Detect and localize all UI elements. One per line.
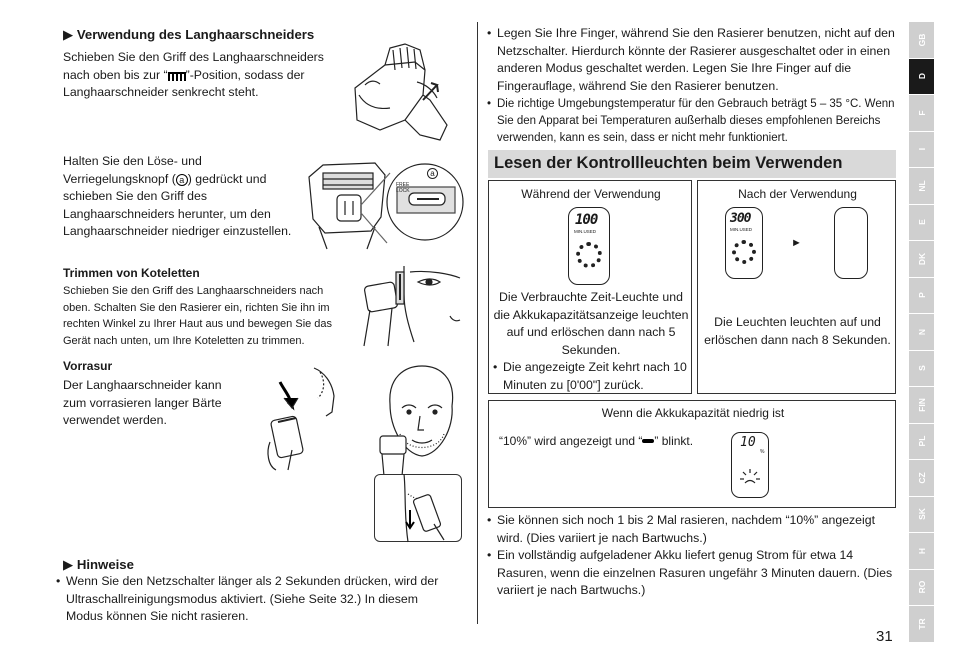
low-battery-box bbox=[488, 400, 896, 508]
after-display-off-panel bbox=[834, 207, 868, 279]
sideburn-trim-illustration bbox=[360, 264, 464, 350]
tab-p[interactable]: P bbox=[909, 278, 934, 315]
tab-n[interactable]: N bbox=[909, 314, 934, 351]
during-use-box bbox=[488, 180, 692, 394]
during-display-panel bbox=[568, 207, 610, 285]
trim-text: Schieben Sie den Griff des Langhaarschneiders nach oben. Schalten Sie den Rasierer ein, richten Sie ihn im rechten Winkel zu Ihrer Haut aus und bewegen Sie das Gerät nach unten, um Ihre Koteletten zu trimmen. bbox=[63, 285, 333, 347]
after-battery-ring-icon bbox=[732, 240, 756, 264]
low-battery-text: “10%” wird angezeigt und “ ” blinkt. bbox=[499, 434, 694, 448]
tab-f[interactable]: F bbox=[909, 95, 934, 132]
preshave-detail-illustration bbox=[374, 474, 462, 542]
low-battery-title: Wenn die Akkukapazität niedrig ist bbox=[601, 406, 785, 420]
after-use-box bbox=[697, 180, 896, 394]
battery-notes-list bbox=[487, 512, 897, 600]
during-battery-ring-icon bbox=[576, 242, 602, 268]
trim-title: Trimmen von Koteletten bbox=[63, 266, 200, 280]
tab-ro[interactable]: RO bbox=[909, 570, 934, 607]
tab-fin[interactable]: FIN bbox=[909, 387, 934, 424]
during-use-text: Die Verbrauchte Zeit-Leuchte und die Akkukapazitätsanzeige leuchten auf und erlöschen dann nach 5 Sekunden. bbox=[493, 290, 689, 357]
after-min-used-label: MIN.USED bbox=[730, 227, 753, 232]
preshave-title: Vorrasur bbox=[63, 359, 113, 373]
during-use-title: Während der Verwendung bbox=[521, 187, 661, 201]
during-time-readout: 100 bbox=[575, 212, 598, 228]
preshave-text: Der Langhaarschneider kann zum vorrasieren langer Bärte verwendet werden. bbox=[63, 378, 222, 427]
tab-d[interactable]: D bbox=[909, 59, 934, 96]
hint-item: • Wenn Sie den Netzschalter länger als 2 Sekunden drücken, wird der Ultraschallreinigungsmodus aktiviert. (Siehe Seite 32.) In diesem Modus können Sie nicht rasieren. bbox=[56, 573, 456, 626]
low-battery-percent: % bbox=[760, 449, 765, 455]
callout-free-label: FREE bbox=[396, 182, 410, 188]
after-time-readout: 300 bbox=[730, 211, 751, 226]
callout-lock-label: LOCK bbox=[396, 188, 410, 194]
section-title-trimmer: ▶ Verwendung des Langhaarschneiders bbox=[63, 27, 315, 42]
tab-h[interactable]: H bbox=[909, 533, 934, 570]
triangle-bullet-icon: ▶ bbox=[63, 27, 77, 42]
after-use-text: Die Leuchten leuchten auf und erlöschen dann nach 8 Sekunden. bbox=[704, 315, 891, 347]
low-battery-display-panel bbox=[731, 432, 769, 498]
trimmer-symbol-icon bbox=[168, 72, 186, 81]
after-display-panel bbox=[725, 207, 763, 279]
during-use-bullets bbox=[493, 359, 689, 394]
banner-title: Lesen der Kontrollleuchten beim Verwenden bbox=[494, 154, 843, 172]
shaver-trimmer-up-illustration bbox=[345, 40, 455, 148]
tab-cz[interactable]: CZ bbox=[909, 460, 934, 497]
during-min-used-label: MIN.USED bbox=[574, 229, 597, 234]
hints-title: ▶ Hinweise bbox=[63, 557, 134, 572]
battery-note-item: • Ein vollständig aufgeladener Akku liefert genug Strom für etwa 14 Rasuren, wenn die einzelnen Rasuren ungefähr 3 Minuten dauern. (Dies variiert je nach Bartwuchs.) bbox=[487, 547, 897, 600]
preshave-face-illustration bbox=[380, 364, 462, 476]
tab-i[interactable]: I bbox=[909, 132, 934, 169]
preshave-side-illustration bbox=[262, 362, 348, 474]
tab-gb[interactable]: GB bbox=[909, 22, 934, 59]
battery-note-item: • Sie können sich noch 1 bis 2 Mal rasieren, nachdem “10%” angezeigt wird. (Dies variiert je nach Bartwuchs.) bbox=[487, 512, 897, 547]
column-divider bbox=[477, 22, 478, 624]
tab-pl[interactable]: PL bbox=[909, 424, 934, 461]
note-item: • Die richtige Umgebungstemperatur für den Gebrauch beträgt 5 – 35 °C. Wenn Sie den Apparat bei Temperaturen außerhalb dieses empfohlenen Bereichs verwenden, kann es sein, dass er nicht mehr funktioniert. bbox=[487, 96, 897, 147]
page-number: 31 bbox=[876, 628, 893, 645]
section-banner bbox=[488, 150, 896, 178]
triangle-bullet-icon: ▶ bbox=[63, 557, 77, 572]
arrow-right-icon: ► bbox=[791, 237, 802, 249]
low-battery-readout: 10 bbox=[740, 435, 756, 450]
tab-sk[interactable]: SK bbox=[909, 497, 934, 534]
tab-s[interactable]: S bbox=[909, 351, 934, 388]
tab-tr[interactable]: TR bbox=[909, 606, 934, 643]
tab-e[interactable]: E bbox=[909, 205, 934, 242]
hints-list bbox=[56, 573, 456, 626]
tab-dk[interactable]: DK bbox=[909, 241, 934, 278]
flashing-plug-icon bbox=[642, 439, 654, 443]
note-item: • Legen Sie Ihre Finger, während Sie den Rasierer benutzen, nicht auf den Netzschalter. Hierdurch könnte der Rasierer ausgeschaltet oder in einen anderen Modus geschaltet werden. Legen Sie Ihre Finger auf die Fingerauflage, während Sie den Rasierer benutzen. bbox=[487, 25, 897, 95]
tab-nl[interactable]: NL bbox=[909, 168, 934, 205]
top-notes-list bbox=[487, 25, 897, 147]
during-use-note: • Die angezeigte Zeit kehrt nach 10 Minuten zu [0'00"] zurück. bbox=[493, 359, 689, 394]
after-use-title: Nach der Verwendung bbox=[738, 187, 857, 201]
callout-a-marker: a bbox=[427, 168, 438, 179]
shaver-lock-button-illustration bbox=[305, 157, 463, 253]
circled-a-label: a bbox=[176, 174, 188, 186]
trimmer-step1-text: Schieben Sie den Griff des Langhaarschneiders nach oben bis zur “ ”-Position, sodass der Langhaarschneider senkrecht steht. bbox=[63, 50, 324, 99]
language-tabs bbox=[909, 22, 934, 643]
trimmer-step2-text: Halten Sie den Löse- und Verriegelungsknopf ( a ) gedrückt und schieben Sie den Griff des Langhaarschneiders herunter, um den Langhaarschneider niedriger einzustellen. bbox=[63, 154, 292, 238]
blinking-segment-icon bbox=[740, 469, 760, 487]
